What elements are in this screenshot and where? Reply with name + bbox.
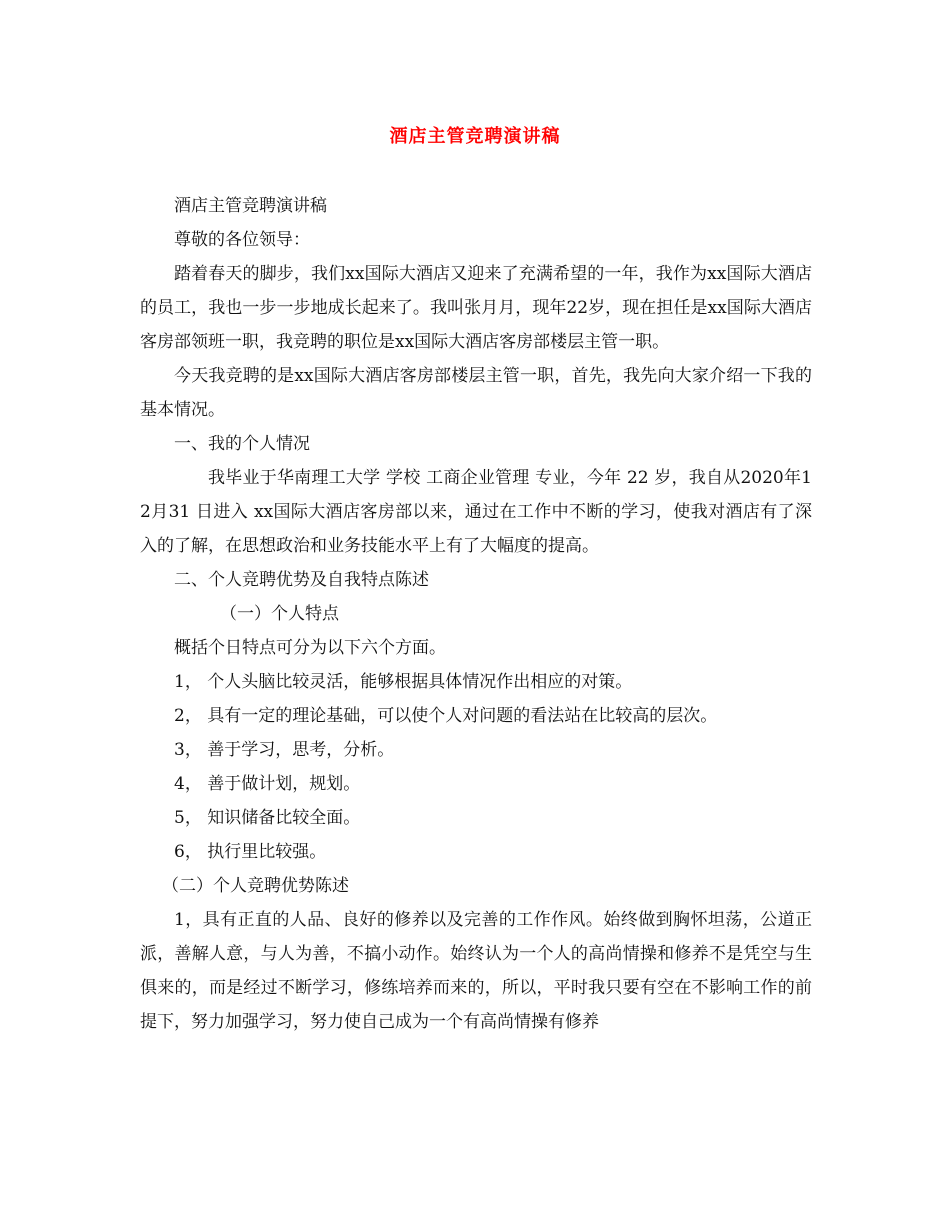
subsection-heading-2: （二）个人竞聘优势陈述	[162, 876, 349, 896]
paragraph-summary: 概括个日特点可分为以下六个方面。	[174, 638, 446, 658]
paragraph-personal-info: 我毕业于华南理工大学 学校 工商企业管理 专业，今年 22 岁，我自从2020年12月31 日进入 xx国际大酒店客房部以来，通过在工作中不断的学习，使我对酒店有了深入的了解，在思想政治和业务技能水平上有了大幅度的提高。	[140, 468, 812, 556]
section-heading-1: 一、我的个人情况	[174, 434, 310, 454]
list-item: 6， 执行里比较强。	[174, 842, 327, 862]
document-title: 酒店主管竞聘演讲稿	[389, 126, 561, 147]
paragraph-intro: 踏着春天的脚步，我们xx国际大酒店又迎来了充满希望的一年，我作为xx国际大酒店的员工，我也一步一步地成长起来了。我叫张月月，现年22岁，现在担任是xx国际大酒店客房部领班一职，我竞聘的职位是xx国际大酒店客房部楼层主管一职。	[140, 264, 812, 352]
paragraph-heading: 酒店主管竞聘演讲稿	[174, 196, 327, 216]
document-body	[140, 189, 812, 1039]
list-item: 4， 善于做计划，规划。	[174, 774, 361, 794]
paragraph-position: 今天我竞聘的是xx国际大酒店客房部楼层主管一职，首先，我先向大家介绍一下我的基本情况。	[140, 366, 812, 420]
paragraph-advantage-1: 1，具有正直的人品、良好的修养以及完善的工作作风。始终做到胸怀坦荡，公道正派，善解人意，与人为善，不搞小动作。始终认为一个人的高尚情操和修养不是凭空与生俱来的，而是经过不断学习，修练培养而来的，所以，平时我只要有空在不影响工作的前提下，努力加强学习，努力使自己成为一个有高尚情操有修养	[140, 910, 812, 1032]
list-item: 5， 知识储备比较全面。	[174, 808, 361, 828]
list-item: 1， 个人头脑比较灵活，能够根据具体情况作出相应的对策。	[174, 672, 633, 692]
list-item: 3， 善于学习，思考，分析。	[174, 740, 395, 760]
section-heading-2: 二、个人竞聘优势及自我特点陈述	[174, 570, 429, 590]
subsection-heading-1: （一）个人特点	[220, 604, 339, 624]
list-item: 2， 具有一定的理论基础，可以使个人对问题的看法站在比较高的层次。	[174, 706, 718, 726]
paragraph-salutation: 尊敬的各位领导：	[174, 230, 310, 250]
